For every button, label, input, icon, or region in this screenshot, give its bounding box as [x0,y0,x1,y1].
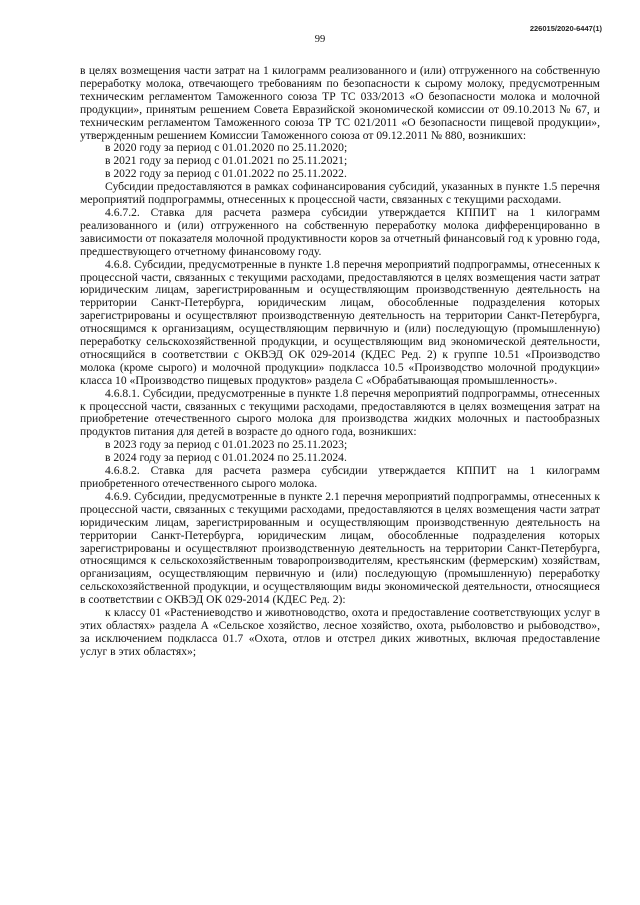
paragraph: в 2023 году за период с 01.01.2023 по 25.11.2023; [105,438,348,452]
paragraph: 4.6.8. Субсидии, предусмотренные в пункте 1.8 перечня мероприятий подпрограммы, отнесенных к процессной части, связанных с текущими расходами, предоставляются в целях возмещения части затрат юридическим лицам, зарегистрированным и осуществляющим производственную деятельность на территории Санкт-Петербурга, юридическим лицам, обособленные подразделения которых зарегистрированы и осуществляют производственную деятельность на территории Санкт-Петербурга, относящимся к организациям, осуществляющим первичную и (или) последующую (промышленную) переработку сельскохозяйственной продукции, и осуществляющим вид экономической деятельности, относящийся в соответствии с ОКВЭД ОК 029-2014 (КДЕС Ред. 2) к группе 10.51 «Производство молока (кроме сырого) и молочной продукции» подкласса 10.5 «Производство молочной продукции» класса 10 «Производство пищевых продуктов» раздела С «Обрабатывающая промышленность». [80,257,600,387]
paragraph: 4.6.9. Субсидии, предусмотренные в пункте 2.1 перечня мероприятий подпрограммы, отнесенных к процессной части, связанных с текущими расходами, предоставляются в целях возмещения части затрат юридическим лицам, зарегистрированным и осуществляющим производственную деятельность на территории Санкт-Петербурга, юридическим лицам, обособленные подразделения которых зарегистрированы и осуществляют производственную деятельность на территории Санкт-Петербурга, относящимся к сельскохозяйственным товаропроизводителям, крестьянским (фермерским) хозяйствам, организациям, осуществляющим первичную и (или) последующую (промышленную) переработку сельскохозяйственной продукции, и осуществляющим виды экономической деятельности, относящиеся в соответствии с ОКВЭД ОК 029-2014 (КДЕС Ред. 2): [80,489,600,607]
paragraph: 4.6.8.1. Субсидии, предусмотренные в пункте 1.8 перечня мероприятий подпрограммы, отнесенных к процессной части, связанных с текущими расходами, предоставляются в целях возмещения затрат на приобретение отечественного сырого молока для производства жидких молочных и пастообразных продуктов питания для детей в возрасте до одного года, возникших: [80,386,600,439]
document-id: 226015/2020-6447(1) [529,24,602,33]
paragraph: в 2024 году за период с 01.01.2024 по 25.11.2024. [105,451,347,465]
paragraph: 4.6.8.2. Ставка для расчета размера субсидии утверждается КППИТ на 1 килограмм приобретенного отечественного сырого молока. [80,464,600,490]
paragraph: в 2022 году за период с 01.01.2022 по 25.11.2022. [105,167,347,181]
paragraph: Субсидии предоставляются в рамках софинансирования субсидий, указанных в пункте 1.5 перечня мероприятий подпрограммы, отнесенных к процессной части, связанных с текущими расходами. [80,180,600,207]
paragraph: в 2021 году за период с 01.01.2021 по 25.11.2021; [105,154,348,168]
page-number: 99 [314,34,326,45]
paragraph: к классу 01 «Растениеводство и животноводство, охота и предоставление соответствующих услуг в этих областях» раздела А «Сельское хозяйство, лесное хозяйство, охота, рыболовство и рыбоводство», за исключением подкласса 01.7 «Охота, отлов и отстрел диких животных, включая предоставление услуг в этих областях»; [80,606,600,658]
paragraph: в 2020 году за период с 01.01.2020 по 25.11.2020; [105,141,348,155]
paragraph: в целях возмещения части затрат на 1 килограмм реализованного и (или) отгруженного на собственную переработку молока, отвечающего требованиям по безопасности к сырому молоку, предусмотренным техническим регламентом Таможенного союза ТР ТС 033/2013 «О безопасности молока и молочной продукции», принятым решением Совета Евразийской экономической комиссии от 09.10.2013 № 67, и техническим регламентом Таможенного союза ТР ТС 021/2011 «О безопасности пищевой продукции», утвержденным решением Комиссии Таможенного союза от 09.12.2011 № 880, возникших: [80,64,600,142]
paragraph: 4.6.7.2. Ставка для расчета размера субсидии утверждается КППИТ на 1 килограмм реализованного и (или) отгруженного на собственную переработку молока дифференцированно в зависимости от показателя молочной продуктивности коров за отчетный финансовый год к уровню года, предшествующего отчетному финансовому году. [80,205,600,258]
document-body [80,65,600,659]
